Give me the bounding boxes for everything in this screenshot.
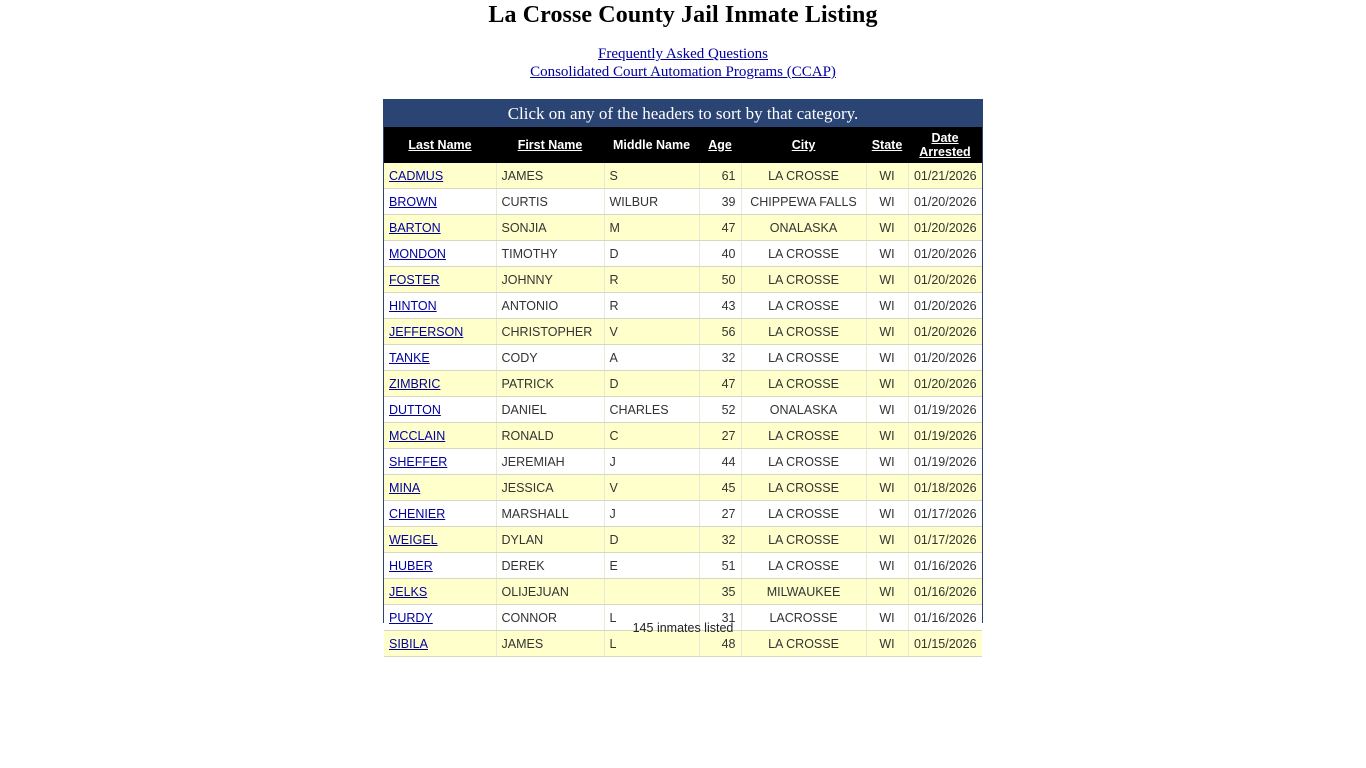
cell-state: WI [866, 475, 908, 501]
column-header-last-name[interactable] [384, 127, 496, 163]
cell-state: WI [866, 605, 908, 631]
table-row [384, 553, 982, 579]
sort-instructions-banner: Click on any of the headers to sort by that category. [384, 100, 982, 127]
inmate-table-header [384, 127, 982, 163]
table-row [384, 241, 982, 267]
inmate-detail-link[interactable]: MINA [389, 480, 421, 495]
cell-city: LA CROSSE [741, 163, 866, 189]
cell-age: 47 [699, 371, 741, 397]
table-row [384, 397, 982, 423]
cell-first-name: OLIJEJUAN [496, 579, 604, 605]
cell-state: WI [866, 267, 908, 293]
column-header-age[interactable] [699, 127, 741, 163]
cell-date-arrested: 01/20/2026 [908, 345, 982, 371]
table-row [384, 319, 982, 345]
cell-date-arrested: 01/20/2026 [908, 189, 982, 215]
cell-state: WI [866, 319, 908, 345]
cell-first-name: JESSICA [496, 475, 604, 501]
ccap-link-line [0, 63, 1366, 81]
cell-middle-name: D [604, 371, 699, 397]
column-header-middle-name-label: Middle Name [612, 138, 691, 152]
inmate-detail-link[interactable]: JEFFERSON [389, 324, 464, 339]
cell-middle-name [604, 579, 699, 605]
inmate-detail-link[interactable]: TANKE [389, 350, 430, 365]
cell-age: 40 [699, 241, 741, 267]
table-row [384, 423, 982, 449]
column-header-middle-name [604, 127, 699, 163]
cell-first-name: JAMES [496, 163, 604, 189]
cell-date-arrested: 01/16/2026 [908, 605, 982, 631]
column-header-state-label[interactable]: State [871, 138, 903, 152]
cell-city: LA CROSSE [741, 475, 866, 501]
ccap-link[interactable]: Consolidated Court Automation Programs (CCAP) [530, 64, 836, 80]
cell-last-name[interactable] [384, 423, 496, 449]
cell-first-name: CONNOR [496, 605, 604, 631]
cell-last-name[interactable] [384, 163, 496, 189]
cell-date-arrested: 01/20/2026 [908, 267, 982, 293]
cell-age: 32 [699, 345, 741, 371]
cell-last-name[interactable] [384, 241, 496, 267]
cell-last-name[interactable] [384, 579, 496, 605]
cell-middle-name: A [604, 345, 699, 371]
inmate-detail-link[interactable]: SHEFFER [389, 454, 448, 469]
inmate-detail-link[interactable]: MONDON [389, 246, 446, 261]
cell-age: 51 [699, 553, 741, 579]
cell-first-name: CHRISTOPHER [496, 319, 604, 345]
cell-date-arrested: 01/20/2026 [908, 371, 982, 397]
table-row [384, 189, 982, 215]
cell-first-name: PATRICK [496, 371, 604, 397]
cell-city: LA CROSSE [741, 319, 866, 345]
cell-date-arrested: 01/19/2026 [908, 423, 982, 449]
cell-date-arrested: 01/20/2026 [908, 241, 982, 267]
table-row [384, 371, 982, 397]
inmate-detail-link[interactable]: ZIMBRIC [389, 376, 441, 391]
inmate-detail-link[interactable]: CHENIER [389, 506, 446, 521]
cell-city: LA CROSSE [741, 267, 866, 293]
cell-middle-name: CHARLES [604, 397, 699, 423]
cell-age: 47 [699, 215, 741, 241]
table-row [384, 345, 982, 371]
cell-last-name[interactable] [384, 397, 496, 423]
table-row [384, 475, 982, 501]
column-header-first-name-label[interactable]: First Name [517, 138, 583, 152]
cell-middle-name: L [604, 631, 699, 657]
cell-state: WI [866, 579, 908, 605]
cell-city: LA CROSSE [741, 371, 866, 397]
column-header-last-name-label[interactable]: Last Name [408, 138, 472, 152]
inmate-table [384, 127, 982, 657]
column-header-first-name[interactable] [496, 127, 604, 163]
cell-middle-name: D [604, 241, 699, 267]
table-row [384, 293, 982, 319]
cell-first-name: CODY [496, 345, 604, 371]
cell-first-name: JEREMIAH [496, 449, 604, 475]
cell-middle-name: S [604, 163, 699, 189]
cell-first-name: DANIEL [496, 397, 604, 423]
header-row [384, 127, 982, 163]
cell-age: 32 [699, 527, 741, 553]
cell-date-arrested: 01/18/2026 [908, 475, 982, 501]
column-header-city-label[interactable]: City [791, 138, 816, 152]
page-title: La Crosse County Jail Inmate Listing [488, 2, 878, 28]
cell-first-name: DYLAN [496, 527, 604, 553]
cell-first-name: JOHNNY [496, 267, 604, 293]
inmate-detail-link[interactable]: HINTON [389, 298, 437, 313]
inmate-table-body [384, 163, 982, 657]
cell-state: WI [866, 501, 908, 527]
cell-city: LA CROSSE [741, 631, 866, 657]
table-row [384, 267, 982, 293]
inmate-count-text: 145 inmates listed [632, 621, 734, 635]
column-header-date-arrested-label-line2[interactable]: Arrested [919, 145, 971, 159]
cell-date-arrested: 01/19/2026 [908, 449, 982, 475]
table-row [384, 163, 982, 189]
inmate-detail-link[interactable]: MCCLAIN [389, 428, 446, 443]
inmate-detail-link[interactable]: JELKS [389, 584, 428, 599]
table-row [384, 501, 982, 527]
cell-middle-name: V [604, 319, 699, 345]
cell-middle-name: M [604, 215, 699, 241]
cell-date-arrested: 01/21/2026 [908, 163, 982, 189]
inmate-detail-link[interactable]: FOSTER [389, 272, 440, 287]
table-row [384, 215, 982, 241]
cell-date-arrested: 01/19/2026 [908, 397, 982, 423]
cell-last-name[interactable] [384, 501, 496, 527]
cell-city: LA CROSSE [741, 449, 866, 475]
cell-first-name: RONALD [496, 423, 604, 449]
column-header-state[interactable] [866, 127, 908, 163]
cell-state: WI [866, 189, 908, 215]
cell-middle-name: R [604, 293, 699, 319]
top-links [0, 45, 1366, 81]
inmate-detail-link[interactable]: BARTON [389, 220, 441, 235]
cell-city: LA CROSSE [741, 501, 866, 527]
cell-age: 48 [699, 631, 741, 657]
inmate-detail-link[interactable]: HUBER [389, 558, 433, 573]
column-header-date-arrested[interactable] [908, 127, 982, 163]
cell-last-name[interactable] [384, 215, 496, 241]
cell-age: 27 [699, 423, 741, 449]
cell-middle-name: C [604, 423, 699, 449]
cell-age: 27 [699, 501, 741, 527]
column-header-date-arrested-label-line1[interactable]: Date [931, 131, 959, 145]
cell-city: LA CROSSE [741, 241, 866, 267]
faq-link[interactable]: Frequently Asked Questions [598, 46, 768, 62]
cell-state: WI [866, 449, 908, 475]
cell-age: 52 [699, 397, 741, 423]
cell-last-name[interactable] [384, 475, 496, 501]
cell-date-arrested: 01/15/2026 [908, 631, 982, 657]
cell-first-name: JAMES [496, 631, 604, 657]
cell-age: 56 [699, 319, 741, 345]
cell-first-name: SONJIA [496, 215, 604, 241]
cell-last-name[interactable] [384, 319, 496, 345]
column-header-age-label[interactable]: Age [708, 138, 732, 152]
cell-first-name: CURTIS [496, 189, 604, 215]
cell-age: 50 [699, 267, 741, 293]
cell-state: WI [866, 631, 908, 657]
cell-state: WI [866, 293, 908, 319]
cell-age: 43 [699, 293, 741, 319]
cell-last-name[interactable] [384, 189, 496, 215]
cell-date-arrested: 01/20/2026 [908, 293, 982, 319]
cell-middle-name: J [604, 501, 699, 527]
cell-date-arrested: 01/20/2026 [908, 215, 982, 241]
cell-date-arrested: 01/17/2026 [908, 501, 982, 527]
cell-city: LACROSSE [741, 605, 866, 631]
cell-last-name[interactable] [384, 553, 496, 579]
cell-middle-name: D [604, 527, 699, 553]
cell-state: WI [866, 527, 908, 553]
faq-link-line [0, 45, 1366, 63]
cell-state: WI [866, 423, 908, 449]
cell-city: ONALASKA [741, 215, 866, 241]
cell-date-arrested: 01/16/2026 [908, 553, 982, 579]
cell-state: WI [866, 553, 908, 579]
cell-age: 44 [699, 449, 741, 475]
cell-state: WI [866, 371, 908, 397]
cell-last-name[interactable] [384, 371, 496, 397]
cell-last-name[interactable] [384, 293, 496, 319]
inmate-detail-link[interactable]: SIBILA [389, 636, 428, 651]
cell-city: ONALASKA [741, 397, 866, 423]
cell-middle-name: R [604, 267, 699, 293]
cell-last-name[interactable] [384, 267, 496, 293]
cell-middle-name: WILBUR [604, 189, 699, 215]
cell-first-name: ANTONIO [496, 293, 604, 319]
table-row [384, 579, 982, 605]
inmate-detail-link[interactable]: CADMUS [389, 168, 444, 183]
cell-city: LA CROSSE [741, 527, 866, 553]
cell-state: WI [866, 397, 908, 423]
cell-first-name: DEREK [496, 553, 604, 579]
cell-state: WI [866, 163, 908, 189]
cell-city: LA CROSSE [741, 553, 866, 579]
cell-city: LA CROSSE [741, 345, 866, 371]
cell-date-arrested: 01/16/2026 [908, 579, 982, 605]
cell-middle-name: J [604, 449, 699, 475]
cell-city: LA CROSSE [741, 293, 866, 319]
table-row [384, 527, 982, 553]
inmate-detail-link[interactable]: DUTTON [389, 402, 441, 417]
cell-state: WI [866, 215, 908, 241]
cell-age: 39 [699, 189, 741, 215]
inmate-detail-link[interactable]: BROWN [389, 194, 437, 209]
column-header-city[interactable] [741, 127, 866, 163]
inmate-detail-link[interactable]: PURDY [389, 610, 433, 625]
cell-city: CHIPPEWA FALLS [741, 189, 866, 215]
cell-state: WI [866, 241, 908, 267]
cell-first-name: MARSHALL [496, 501, 604, 527]
inmate-detail-link[interactable]: WEIGEL [389, 532, 438, 547]
table-row [384, 449, 982, 475]
cell-middle-name: E [604, 553, 699, 579]
cell-date-arrested: 01/17/2026 [908, 527, 982, 553]
cell-last-name[interactable] [384, 449, 496, 475]
cell-age: 61 [699, 163, 741, 189]
cell-age: 35 [699, 579, 741, 605]
cell-age: 31 [699, 605, 741, 631]
cell-middle-name: V [604, 475, 699, 501]
cell-age: 45 [699, 475, 741, 501]
cell-state: WI [866, 345, 908, 371]
cell-city: MILWAUKEE [741, 579, 866, 605]
cell-city: LA CROSSE [741, 423, 866, 449]
cell-first-name: TIMOTHY [496, 241, 604, 267]
cell-date-arrested: 01/20/2026 [908, 319, 982, 345]
cell-last-name[interactable] [384, 527, 496, 553]
cell-last-name[interactable] [384, 345, 496, 371]
cell-middle-name: L [604, 605, 699, 631]
